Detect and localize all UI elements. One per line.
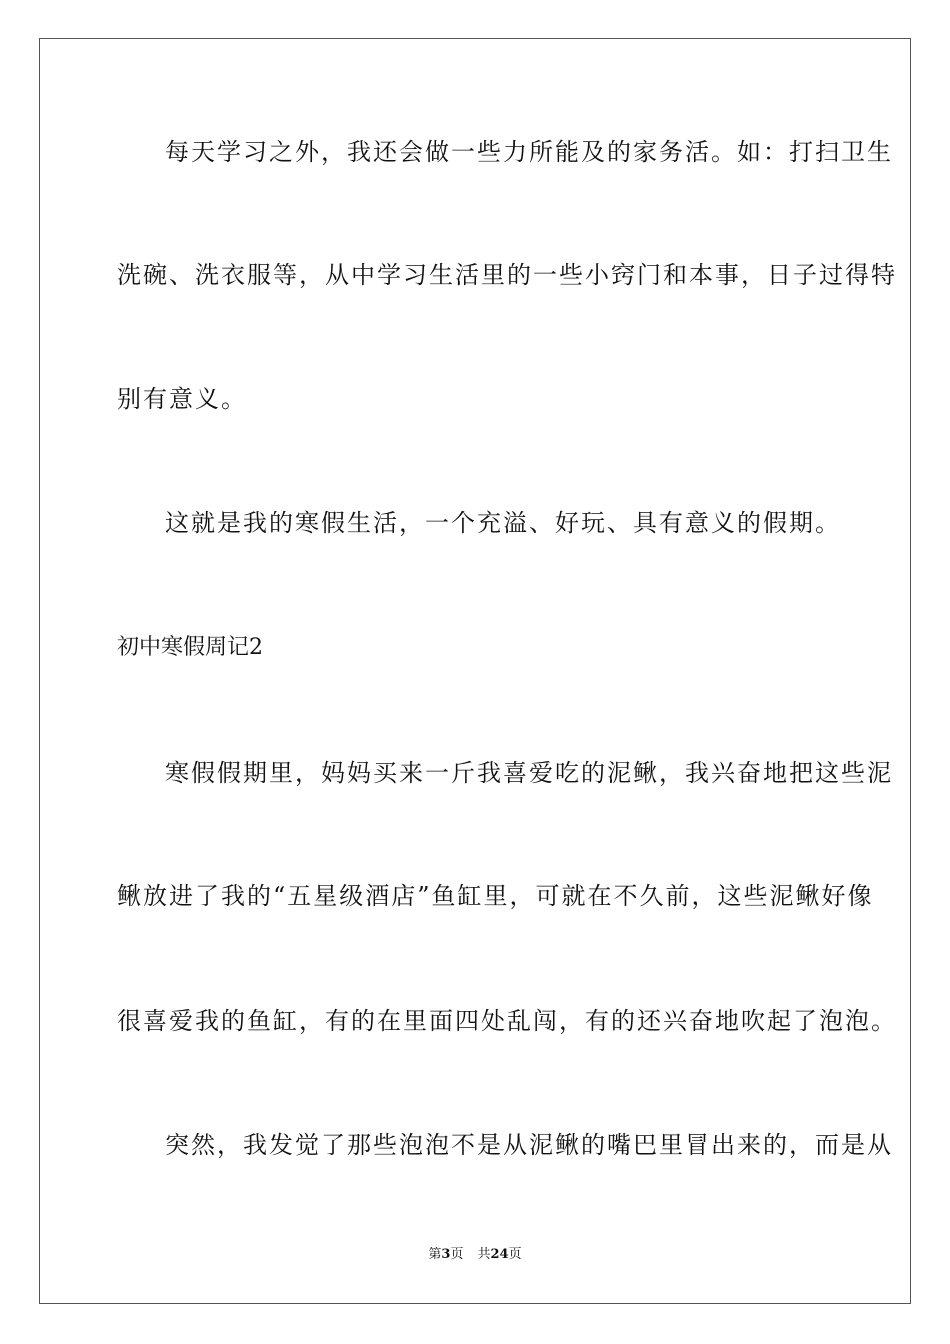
page-border bbox=[39, 38, 911, 1304]
paragraph-line-2: 洗碗、洗衣服等，从中学习生活里的一些小窍门和本事，日子过得特 bbox=[117, 261, 897, 289]
page-number: 3 bbox=[441, 1247, 451, 1262]
paragraph-line-7: 很喜爱我的鱼缸，有的在里面四处乱闯，有的还兴奋地吹起了泡泡。 bbox=[117, 1007, 897, 1035]
page-prefix: 第 bbox=[428, 1247, 442, 1262]
page-footer bbox=[0, 1246, 950, 1264]
total-prefix: 共 bbox=[477, 1247, 491, 1262]
paragraph-line-8: 突然，我发觉了那些泡泡不是从泥鳅的嘴巴里冒出来的，而是从 bbox=[165, 1131, 893, 1159]
page-suffix: 页 bbox=[450, 1247, 464, 1262]
total-pages: 24 bbox=[490, 1247, 509, 1262]
section-heading: 初中寒假周记2 bbox=[117, 635, 263, 660]
paragraph-line-3: 别有意义。 bbox=[117, 385, 247, 413]
paragraph-line-4: 这就是我的寒假生活，一个充溢、好玩、具有意义的假期。 bbox=[165, 509, 841, 537]
total-suffix: 页 bbox=[508, 1247, 522, 1262]
paragraph-line-5: 寒假假期里，妈妈买来一斤我喜爱吃的泥鳅，我兴奋地把这些泥 bbox=[165, 759, 893, 787]
paragraph-line-1: 每天学习之外，我还会做一些力所能及的家务活。如：打扫卫生 bbox=[165, 138, 893, 166]
paragraph-line-6: 鳅放进了我的“五星级酒店”鱼缸里，可就在不久前，这些泥鳅好像 bbox=[117, 882, 874, 910]
